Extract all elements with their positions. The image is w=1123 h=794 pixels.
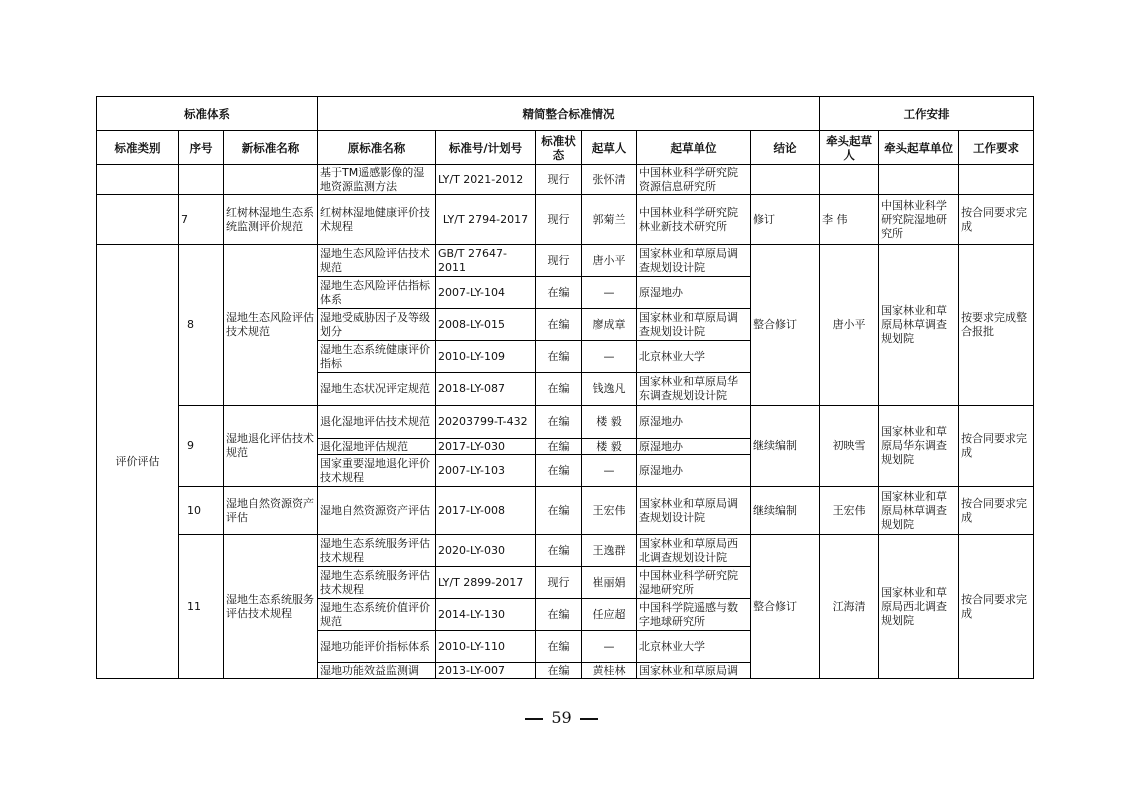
orig-name: 湿地生态系统价值评价规范: [318, 599, 436, 631]
status: 在编: [536, 406, 582, 439]
std-no: 2007-LY-103: [436, 455, 536, 487]
lead-drafter: 李 伟: [820, 195, 879, 245]
std-no: 2007-LY-104: [436, 277, 536, 309]
col-unit: 起草单位: [637, 131, 751, 165]
lead-unit: 中国林业科学研究院湿地研究所: [879, 195, 959, 245]
drafter: 王宏伟: [582, 487, 637, 535]
status: 现行: [536, 567, 582, 599]
dash-left: [525, 718, 543, 720]
unit: 国家林业和草原局西北调查规划设计院: [637, 535, 751, 567]
orig-name: 退化湿地评估技术规范: [318, 406, 436, 439]
unit: 国家林业和草原局华东调查规划设计院: [637, 373, 751, 406]
drafter: 楼 毅: [582, 406, 637, 439]
lead-unit: 国家林业和草原局林草调查规划院: [879, 487, 959, 535]
col-status: 标准状态: [536, 131, 582, 165]
drafter: 唐小平: [582, 245, 637, 277]
header-integration: 精简整合标准情况: [318, 97, 820, 131]
lead-drafter: 江海清: [820, 535, 879, 679]
col-category: 标准类别: [97, 131, 179, 165]
std-no: 2018-LY-087: [436, 373, 536, 406]
drafter: 钱逸凡: [582, 373, 637, 406]
lead-drafter: 唐小平: [820, 245, 879, 406]
col-lead-drafter: 牵头起草人: [820, 131, 879, 165]
page-number-value: 59: [551, 708, 572, 727]
new-name: 湿地生态风险评估技术规范: [224, 245, 318, 406]
drafter: 楼 毅: [582, 439, 637, 455]
seq: 7: [179, 195, 224, 245]
seq: 11: [179, 535, 224, 679]
drafter: 崔丽娟: [582, 567, 637, 599]
unit: 北京林业大学: [637, 341, 751, 373]
drafter: 任应超: [582, 599, 637, 631]
std-no: 2017-LY-030: [436, 439, 536, 455]
status: 在编: [536, 455, 582, 487]
col-seq: 序号: [179, 131, 224, 165]
orig-name: 湿地功能评价指标体系: [318, 631, 436, 663]
seq: 8: [179, 245, 224, 406]
table-row: [97, 487, 1034, 535]
conclusion: 继续编制: [751, 406, 820, 487]
col-orig-name: 原标准名称: [318, 131, 436, 165]
std-no: 2017-LY-008: [436, 487, 536, 535]
requirement: 按合同要求完成: [959, 535, 1034, 679]
drafter: 郭菊兰: [582, 195, 637, 245]
new-name: 湿地生态系统服务评估技术规程: [224, 535, 318, 679]
orig-name: 基于TM遥感影像的湿地资源监测方法: [318, 165, 436, 195]
header-work-arrangement: 工作安排: [820, 97, 1034, 131]
unit: 国家林业和草原局调查规划设计院: [637, 245, 751, 277]
std-no: LY/T 2899-2017: [436, 567, 536, 599]
col-new-name: 新标准名称: [224, 131, 318, 165]
col-std-no: 标准号/计划号: [436, 131, 536, 165]
status: 在编: [536, 341, 582, 373]
status: 在编: [536, 439, 582, 455]
unit: 中国科学院遥感与数字地球研究所: [637, 599, 751, 631]
status: 现行: [536, 245, 582, 277]
orig-name: 湿地功能效益监测调: [318, 663, 436, 679]
orig-name: 湿地生态系统服务评估技术规程: [318, 567, 436, 599]
status: 在编: [536, 309, 582, 341]
status: 在编: [536, 663, 582, 679]
orig-name: 湿地生态风险评估技术规范: [318, 245, 436, 277]
std-no: 2013-LY-007: [436, 663, 536, 679]
new-name: 湿地自然资源资产评估: [224, 487, 318, 535]
requirement: 按要求完成整合报批: [959, 245, 1034, 406]
orig-name: 湿地受威胁因子及等级划分: [318, 309, 436, 341]
drafter: 张怀清: [582, 165, 637, 195]
status: 在编: [536, 599, 582, 631]
orig-name: 红树林湿地健康评价技术规程: [318, 195, 436, 245]
requirement: 按合同要求完成: [959, 487, 1034, 535]
requirement: 按合同要求完成: [959, 195, 1034, 245]
status: 在编: [536, 535, 582, 567]
unit: 原湿地办: [637, 455, 751, 487]
new-name: 红树林湿地生态系统监测评价规范: [224, 195, 318, 245]
drafter: 廖成章: [582, 309, 637, 341]
std-no: 2020-LY-030: [436, 535, 536, 567]
lead-unit: 国家林业和草原局林草调查规划院: [879, 245, 959, 406]
table-row: [97, 195, 1034, 245]
standards-table: [96, 96, 1034, 679]
orig-name: 湿地自然资源资产评估: [318, 487, 436, 535]
orig-name: 湿地生态系统健康评价指标: [318, 341, 436, 373]
status: 在编: [536, 373, 582, 406]
conclusion: 继续编制: [751, 487, 820, 535]
std-no: 2014-LY-130: [436, 599, 536, 631]
lead-drafter: 初映雪: [820, 406, 879, 487]
std-no: 2008-LY-015: [436, 309, 536, 341]
col-conclusion: 结论: [751, 131, 820, 165]
std-no: GB/T 27647-2011: [436, 245, 536, 277]
col-drafter: 起草人: [582, 131, 637, 165]
seq: 10: [179, 487, 224, 535]
unit: 国家林业和草原局调: [637, 663, 751, 679]
conclusion: 修订: [751, 195, 820, 245]
table-row: [97, 535, 1034, 567]
orig-name: 湿地生态状况评定规范: [318, 373, 436, 406]
new-name: 湿地退化评估技术规范: [224, 406, 318, 487]
std-no: LY/T 2021-2012: [436, 165, 536, 195]
unit: 北京林业大学: [637, 631, 751, 663]
lead-unit: 国家林业和草原局西北调查规划院: [879, 535, 959, 679]
table-row: [97, 406, 1034, 439]
orig-name: 国家重要湿地退化评价技术规程: [318, 455, 436, 487]
orig-name: 退化湿地评估规范: [318, 439, 436, 455]
drafter: —: [582, 277, 637, 309]
drafter: —: [582, 631, 637, 663]
unit: 原湿地办: [637, 406, 751, 439]
col-lead-unit: 牵头起草单位: [879, 131, 959, 165]
status: 现行: [536, 195, 582, 245]
col-requirement: 工作要求: [959, 131, 1034, 165]
conclusion: 整合修订: [751, 535, 820, 679]
std-no: 20203799-T-432: [436, 406, 536, 439]
unit: 国家林业和草原局调查规划设计院: [637, 309, 751, 341]
category-cell: 评价评估: [97, 245, 179, 679]
unit: 原湿地办: [637, 277, 751, 309]
requirement: 按合同要求完成: [959, 406, 1034, 487]
unit: 中国林业科学研究院资源信息研究所: [637, 165, 751, 195]
orig-name: 湿地生态系统服务评估技术规程: [318, 535, 436, 567]
table-row: [97, 245, 1034, 277]
drafter: —: [582, 341, 637, 373]
lead-drafter: 王宏伟: [820, 487, 879, 535]
status: 现行: [536, 165, 582, 195]
lead-unit: 国家林业和草原局华东调查规划院: [879, 406, 959, 487]
orig-name: 湿地生态风险评估指标体系: [318, 277, 436, 309]
drafter: 黄桂林: [582, 663, 637, 679]
unit: 中国林业科学研究院湿地研究所: [637, 567, 751, 599]
unit: 原湿地办: [637, 439, 751, 455]
drafter: 王逸群: [582, 535, 637, 567]
unit: 中国林业科学研究院林业新技术研究所: [637, 195, 751, 245]
std-no: 2010-LY-110: [436, 631, 536, 663]
unit: 国家林业和草原局调查规划设计院: [637, 487, 751, 535]
header-standard-system: 标准体系: [97, 97, 318, 131]
drafter: —: [582, 455, 637, 487]
status: 在编: [536, 487, 582, 535]
std-no: LY/T 2794-2017: [436, 195, 536, 245]
table-row: [97, 165, 1034, 195]
seq: 9: [179, 406, 224, 487]
page-number: [0, 708, 1123, 727]
std-no: 2010-LY-109: [436, 341, 536, 373]
conclusion: 整合修订: [751, 245, 820, 406]
status: 在编: [536, 631, 582, 663]
status: 在编: [536, 277, 582, 309]
dash-right: [580, 718, 598, 720]
